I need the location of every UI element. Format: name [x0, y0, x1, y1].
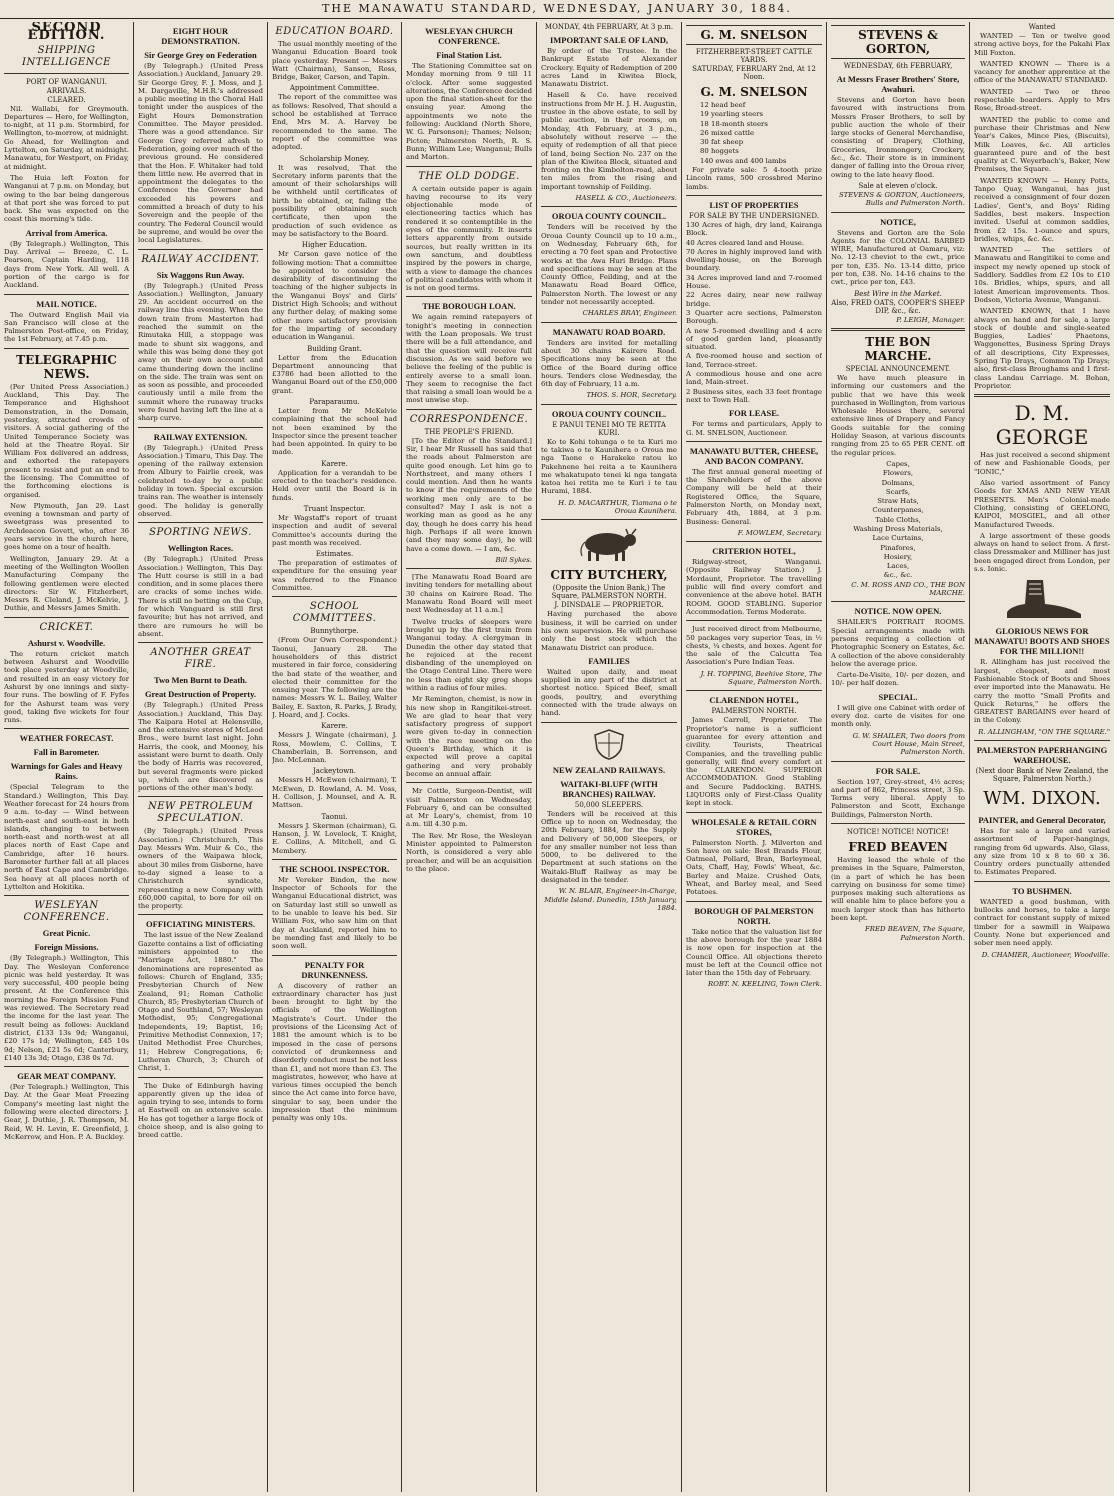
weather-text: (Special Telegram to the Standard.) Wellington, This Day. Weather forecast for 24 hours from 9 a.m. to-day — Wind between north-east and south-east in both islands, changing to between north-east and north-west at all places north of East Cape and Cambridge, after 16 hours. Barometer further fall at all places north of East Cape and Cambridge. Sea heavy at all places north of Lyttelton and Hokitika. [4, 783, 129, 891]
sand-note: Mr Remington, chemist, is now in his new shop in Rangitikei-street. We are glad to hear that very satisfactory progress of support were given to-day in connection with the race meeting on the Queen's Birthday, which it is expected will prove a capital gathering and very probably become an annual affair. [406, 695, 532, 778]
criterion-text: Ridgway-street, Wanganui. (Opposite Railway Station.) J. Mordaunt, Proprietor. The travelling public will find every comfort and convenience at the above hotel. BATH ROOM. GOOD STABLING. Superior Accommodation. Terms Moderate. [686, 558, 822, 616]
peoples-friend-heading: THE PEOPLE'S FRIEND. [424, 427, 514, 436]
peoples-friend-text: [To the Editor of the Standard.] Sir, I hear Mr Russell has said that the roads about Palmerston are quite good enough. Let him go to Northstreet, and many others I could mention. And then he wants to know if the requirements of the working men only are to be consulted? May I ask is not a working man as good as he any day, though he does carry his head high. Perhaps if all were known (and they may some day), he will have a come down. — I am, &c. [406, 436, 532, 553]
dm-george-text: Has just received a second shipment of new and Fashionable Goods, per "IONIC," [974, 451, 1110, 476]
bon-item: Washing Dress Materials, [853, 524, 943, 533]
bushmen-text: WANTED a good bushman, with bullocks and horses, to take a large contract for constant supply of mixed timber for a sawmill in Waipawa County. None but experienced and sober men need apply. [974, 897, 1110, 948]
railway-extension-heading: RAILWAY EXTENSION. [153, 431, 248, 442]
second-edition-heading: SECOND EDITION. [27, 22, 106, 44]
dm-george-text-3: A large assortment of these goods always on hand to select from. A first-class Dressmaker and Milliner has just been engaged direct from London, per s.s. Ionic. [974, 531, 1110, 574]
inspector-text: Mr Vereker Bindon, the new Inspector of Schools for the Wanganui Educational district, was on Saturday last still so unwell as to be unable to leave his bed. Sir William Fox, who saw him on that day at Auckland, reported him to be mending fast and likely to be soon well. [272, 875, 397, 951]
boots-heading: GLORIOUS NEWS FOR MANAWATU! BOOTS AND SHOES FOR THE MILLION!! [974, 626, 1110, 657]
jackeytown-subheading: Jackeytown. [313, 767, 356, 776]
hor-signature: THOS. S. HOR, Secretary. [586, 391, 677, 400]
beaven-heading: FRED BEAVEN [848, 840, 948, 854]
sleepers-note: Twelve trucks of sleepers were brought up by the first train from Wanganui today. A clergyman in Dunedin the other day stated that he rejoiced at the recent disbanding of the unemployed on the Otago Central Line. There were no less than eight sky grog shops within a radius of four miles. [406, 617, 532, 692]
topping-signature: J. H. TOPPING, Beehive Store, The Square, Palmerston North. [700, 669, 822, 687]
penalty-heading: PENALTY FOR DRUNKENNESS. [301, 959, 368, 980]
clarendon-text: James Carroll, Proprietor. The Proprietor's name is a sufficient guarantee for every attention and civility. Tourists, Theatrical Companies, and the travelling public generally, will find every comfort at the CLARENDON. SUPERIOR ACCOMMODATION. Good Stabling and Secure Paddocking. BATHS. LIQUORS only of First-Class Quality kept in stock. [686, 716, 822, 808]
property-item: 130 Acres of high, dry land, Kairanga Block. [686, 220, 822, 238]
butchery-heading: CITY BUTCHERY, [550, 568, 668, 583]
penalty-text: A discovery of rather an extraordinary character has just been brought to light by the officials of the Wellington Magistrate's Court. Under the provisions of the Licensing Act of 1881 the amount which is to be imposed in the case of persons convicted of drunkenness and disorderly conduct must be not less than £1, and not more than £3. The magistrates, however, who have at various times occupied the bench since the Act came into force have, singular to say, been under the impression that the minimum penalty was only 10s. [272, 981, 397, 1123]
railway-accident-text: (By Telegraph.) (United Press Association.) Wellington, January 29. An accident occurred on the railway line this evening. When the down train from Masterton had reached the summit on the Rimutaka Hill, a stoppage was made to shunt six waggons, and while this was being done they got away on their own account and came thundering down the incline on the side. The train was sent on as soon as possible, and proceeded cautiously until a mile from the summit where the runaway trucks were found having left the line at a sharp curve. [138, 281, 263, 423]
bon-item: Straw Hats, [877, 497, 919, 506]
railway-accident-subheading: Six Waggons Run Away. [156, 269, 245, 280]
stock-item: 140 ewes and 400 lambs [700, 156, 787, 165]
butter-company-heading: MANAWATU BUTTER, CHEESE, AND BACON COMPANY. [689, 445, 819, 466]
property-item: A five-roomed house and section of land, Terrace-street. [686, 352, 822, 369]
mowlem-signature: F. MOWLEM, Secretary. [737, 528, 822, 537]
fred-oats-text: Also, FRED OATS, COOPER'S SHEEP DIP, &c., &c. [831, 298, 965, 315]
dixon-text: Has for sale a large and varied assortment of Paper-hangings, ranging from 6d upwards. Also, Glass, any size from 10 x 8 to 60 x 36. Country orders punctually attended to. Estimates Prepared. [974, 827, 1110, 877]
borough-text: Take notice that the valuation list for the above borough for the year 1884 is now open for inspection at the Council Office. All objections thereto must be left at the Council office not later than the 15th day of February. [686, 927, 822, 978]
wesleyan-rev-note: The Rev. Mr Rose, the Wesleyan Minister appointed to Palmerston North, is considered a very able preacher, and will be an acquisition to the place. [406, 831, 532, 873]
sporting-heading: SPORTING NEWS. [149, 527, 252, 539]
for-sale-heading: FOR SALE. [875, 765, 921, 776]
karere-text: Application for a verandah to be erected to the teacher's residence. Held over until the Board is in funds. [272, 468, 397, 502]
criterion-heading: CRITERION HOTEL, [712, 546, 796, 557]
column-6 [686, 22, 822, 1490]
property-item: 40 Acres cleared land and House. [686, 238, 805, 247]
stock-item: 19 yearling steers [700, 110, 764, 119]
fire-text: (By Telegraph.) (United Press Association.) Auckland, This Day. The Kaipara Hotel at Helensville, and the extensive stores of McLeod Bros., were burnt last night. John Harris, the cook, and Mooney, his assistant were burnt to death. Only the body of Harris was recovered, but several fragments were picked up, which are discovered as portions of the other man's body. [138, 701, 263, 793]
bon-item: Laces, [886, 562, 910, 571]
estimates-subheading: Estimates. [315, 550, 354, 559]
borough-loan-heading: THE BOROUGH LOAN. [422, 301, 516, 312]
snelson-stock-list [686, 101, 822, 165]
fire-subheading: Two Men Burnt to Death. [153, 675, 248, 686]
notice-heading: NOTICE, [880, 216, 916, 227]
farm-text: Letter from Mr McKelvie complaining that the school had not been examined by the Inspector since the present teacher had been appointed. In quiry to be made. [272, 406, 397, 457]
paperhanging-subheading: (Next door Bank of New Zealand, the Square, Palmerston North.) [975, 767, 1109, 783]
leigh-signature: P. LEIGH, Manager. [896, 315, 965, 324]
shipping-heading: SHIPPING INTELLIGENCE [22, 44, 111, 68]
borough-loan-text: We again remind ratepayers of tonight's meeting in connection with the Loan proposals. We trust there will be a full attendance, and that the question will receive full discussion. As we said before we believe the feeling of the public is entirely averse to a small loan. They seem to recognise the fact that raising a small loan would be a most unwise step. [406, 313, 532, 405]
masthead: THE MANAWATU STANDARD, WEDNESDAY, JANUARY 30, 1884. [0, 0, 1114, 19]
for-sale-text: Section 197, Grey-street, 4½ acres; and part of 862, Princess street, 3 Sp. Terms very liberal. Apply to Palmerston and Scott, Exchange Buildings, Palmerston North. [831, 777, 965, 819]
arrival-text: (By Telegraph.) Wellington, This Day. Arrival — Breeze, C. L. Pearson, Captain Harding, 118 days from New York. All well. A portion of the cargo is for Auckland. [4, 239, 129, 290]
cricket-subheading: Ashurst v. Woodville. [27, 637, 106, 648]
taonui-subheading: Taonui. [321, 812, 348, 821]
bon-item: Scarfs, [885, 487, 911, 496]
scholarship-text: It was resolved, That the Secretary inform parents that the amount of their scholarships will be withheld until certificates of birth be obtained, or, failing the possibility of obtaining such certificate, then upon the production of such evidence as may be satisfactory to the Board. [272, 163, 397, 238]
private-sale-text: For private sale: 5 4-tooth prize Lincoln rams, 500 crossbred Merino lambs. [686, 166, 822, 191]
snelson-subheading: FITZHERBERT-STREET CATTLE YARDS. [695, 48, 813, 64]
eight-hour-heading: EIGHT HOUR DEMONSTRATION. [161, 26, 240, 46]
corn-stores-heading: WHOLESALE & RETAIL CORN STORES, [691, 816, 817, 837]
truant-subheading: Truant Inspector. [303, 504, 366, 513]
wanted-ad: WANTED — Two or three respectable boarders. Apply to Mrs Rose, Broad-street. [974, 87, 1110, 113]
federation-subheading: Sir George Grey on Federation [144, 50, 257, 60]
stevens-gorton-subheading: At Messrs Fraser Brothers' Store, Awahuri. [836, 74, 960, 94]
land-sale-text: By order of the Trustee. In the Bankrupt Estate of Alexander Crockery. Equity of Redemption of 200 acres Land in Kiwitea Block, Manawatu District. [541, 47, 677, 89]
missions-subheading: Foreign Missions. [34, 942, 99, 953]
barbed-wire-text: Stevens and Gorton are the Sole Agents for the COLONIAL BARBED WIRE, Manufactured at Oamaru, viz: No. 12-13 cheviot to the cwt., price per ton, £35. No. 13-14 ditto, price per ton, £38. No. 14-16 chains to the cwt., price per ton, £43. [831, 228, 965, 287]
allingham-signature: R. ALLINGHAM, "ON THE SQUARE." [978, 727, 1110, 736]
property-item: 34 Acres improved land and 7-roomed House. [686, 273, 822, 291]
karere-subheading: Karere. [321, 459, 348, 468]
dinsdale-proprietor: J. DINSDALE — PROPRIETOR. [554, 601, 664, 610]
butchery-subheading: (Opposite the Union Bank,) The Square, PALMERSTON NORTH. [551, 584, 667, 601]
bon-item: Table Cloths, [875, 515, 921, 524]
truant-text: Mr Wagstaff's report of truant inspection and audit of several Committee's accounts during the past month was received. [272, 513, 397, 547]
boots-text: R. Allingham has just received the largest, cheapest, and most Fashionable Stock of Boots and Shoes ever imported into the Manawatu. He carry the motto "Small Profits and Quick Returns," he offers the GREATEST BARGAINS ever heard of in the Colony. [974, 658, 1110, 725]
stevens-gorton-date: WEDNESDAY, 6th FEBRUARY, [843, 62, 953, 70]
cricket-text: The return cricket match between Ashurst and Woodville took place yesterday at Woodville, and resulted in an easy victory for Ashurst by one innings and sixty-four runs. The bowling of F. Fyfes for the Ashurst team was very good, taking five wickets for four runs. [4, 649, 129, 725]
shipping-text: Nil. Wallabi, for Greymouth. Departures — Hero, for Wellington, to-night, at 11 p.m. Stormbird, for Wellington, to-morrow, at midnight. Go Ahead, for Wellington and Lyttelton, on Saturday, at midnight. Manawatu, for Westport, on Friday, at midnight. [4, 104, 129, 171]
old-dodge-text: A certain outside paper is again having recourse to its very objectionable mode of electioneering tactics which has rendered it so contemptible in the eyes of the community. It inserts letters apparently from outside sources, but really written in its own sanctum, and doubtless inspired by the powers in charge, with a view to damage the chances of political candidates with whom it is not on good terms. [406, 184, 532, 293]
special-heading: SPECIAL. [878, 691, 918, 702]
bray-signature: CHARLES BRAY, Engineer. [582, 309, 677, 318]
bon-marche-signature: C. M. ROSS AND CO., THE BON MARCHE. [851, 580, 965, 598]
karere2-subheading: Karere. [321, 722, 348, 731]
bunnythorpe-text: (From Our Own Correspondent.) Taonui, January 28. The householders of this district mustered in fair force, considering the bad state of the weather, and elected their committee for the ensuing year. The following are the names: Messrs W. L. Bailey, Walter Bailey, E. Saxton, R. Parks, J. Brady, J. Hoard, and J. Cocks. [272, 636, 397, 719]
weather-heading: WEATHER FORECAST. [19, 733, 114, 744]
bon-item: Dolmans, [881, 478, 915, 487]
clarendon-subheading: PALMERSTON NORTH. [711, 707, 797, 716]
peoples-friend-signature: Bill Sykes. [495, 555, 532, 564]
dixon-subheading: PAINTER, and General Decorator, [978, 815, 1106, 825]
snelson-date: SATURDAY, FEBRUARY 2nd, At 12 Noon. [692, 65, 816, 81]
building-text: Letter from the Education Department announcing that £3786 had been allotted to the Wanganui Board out of the £50,000 grant. [272, 353, 397, 395]
carte-text: Carte-De-Visite, 10/- per dozen, and 10/- per half dozen. [831, 671, 965, 688]
building-subheading: Building Grant. [307, 344, 362, 353]
bon-marche-list [831, 460, 965, 580]
port-heading: PORT OF WANGANUI. [26, 77, 107, 86]
wesleyan-text: (By Telegraph.) Wellington, This Day. The Wesleyan Conference picnic was held yesterday. It was very successful, 400 people being present. At the Conference this morning the Foreign Mission Fund was reviewed. The Secretary read the income for the last year. The result being as follows: Auckland district, £133 13s 9d; Wanganui, £20 17s 1d; Wellington, £45 10s 9d; Nelson, £21 5s 6d; Canterbury, £140 13s 3d; Otago, £38 0s 7d. [4, 954, 129, 1062]
bon-item: Lace Curtains, [872, 534, 924, 543]
corn-stores-text: Palmerston North. J. Milverton and Son have on sale: Best Brands Flour, Oatmeal, Pollard, Bran, Barleymeal, Oats, Chaff, Hay, Fowls' Wheat, &c. Barley and Maize. Crushed Oats, Wheat, and Barley meal, and Seed Potatoes. [686, 838, 822, 897]
arrival-heading: Arrival from America. [25, 227, 108, 238]
boot-illustration-icon [997, 576, 1087, 622]
mail-text: The Outward English Mail via San Francisco will close at the Palmerston Post-office, on Friday, the 1st February, at 7.45 p.m. [4, 310, 129, 344]
oroua-maori-heading: OROUA COUNTY COUNCIL. [551, 408, 667, 419]
road-board-heading: MANAWATU ROAD BOARD. [552, 326, 666, 337]
oroua-maori-subheading: E PANUI TENEI MO TE RETITA KURI. [552, 420, 666, 437]
appointment-subheading: Appointment Committee. [289, 84, 380, 93]
column-5 [541, 22, 677, 1490]
education-heading: EDUCATION BOARD. [275, 26, 394, 37]
wanted-heading: Wanted [1028, 23, 1056, 31]
land-sale-heading: IMPORTANT SALE OF LAND, [549, 35, 669, 45]
wanted-ad: WANTED — The settlers of Manawatu and Rangitikei to come and inspect my newly opened up stock of Saddlery. Saddles from £2 10s to £10 10s. Bridles, whips, spurs, and all latest American improvements. Thos. Dodson, Victoria Avenue, Wanganui. [974, 246, 1110, 304]
properties-heading: LIST OF PROPERTIES [709, 199, 799, 210]
railways-heading: NEW ZEALAND RAILWAYS. [552, 764, 666, 775]
stevens-gorton-text: Stevens and Gorton have been favoured with instructions from Messrs Fraser Brothers, to sell by public auction the whole of their large stocks of General Merchandise, consisting of Drapery, Clothing, Groceries, Ironmongery, Crockery, &c., &c. Their store is in imminent danger of falling into the Oroua river, owing to the late heavy flood. [831, 96, 965, 179]
bull-illustration-icon [574, 524, 644, 564]
hasell-text: Hasell & Co. have received instructions from Mr H. J. H. Augustin, trustee in the above estate, to sell by public auction, in their rooms, on Monday, 4th February, at 3 p.m., absolutely without reserve — the equity of redemption of all that piece of land, being Section No. 237 on the plan of the Kiwitea Block, situated and fronting on the Kimbolton-road, about ten miles from the rising and important township of Feilding. [541, 91, 677, 191]
dixon-heading: WM. DIXON. [983, 788, 1101, 809]
bon-item: Capes, [886, 459, 910, 468]
column-4 [406, 22, 532, 1490]
warnings-heading: Warnings for Gales and Heavy Rains. [10, 761, 123, 782]
clarendon-heading: CLARENDON HOTEL, [709, 695, 799, 706]
jackeytown-text: Messrs H. McEwen (chairman), T. McEwen, D. Rowland, A. M. Voss, H. Collison, J. Mounsel, and A. R. Mattson. [272, 776, 397, 810]
families-heading: FAMILIES [588, 655, 630, 666]
properties-list [686, 221, 822, 404]
stock-item: 80 hoggets [700, 147, 739, 156]
shailer-signature: G. W. SHAILER, Two doors from Court House, Main Street, Palmerston North. [852, 731, 965, 757]
bon-item: Flowers, [882, 469, 914, 478]
special-announcement: SPECIAL ANNOUNCEMENT. [845, 364, 951, 373]
chamier-signature: D. CHAMIER, Auctioneer, Woodville. [981, 950, 1110, 959]
property-item: 3 Quarter acre sections, Palmerston Borough. [686, 308, 822, 326]
wanted-ad: WANTED KNOWN, that I have always on hand and for sale, a large stock of double and single-seated Buggies, Ladies' Phaetons, Waggonettes, Business Spring Drays of all descriptions, City Expresses, Spring Tip Drays, Common Tip Drays; also, first-class Broughams and 1 first-class Landau Carriage. M. Bohan, Proprietor. [974, 307, 1110, 390]
railway-accident-heading: RAILWAY ACCIDENT. [141, 253, 260, 265]
cottle-notice: Mr Cottle, Surgeon-Dentist, will visit Palmerston on Wednesday, February 6, and can be consulted at Mr Leary's, chemist, from 10 a.m. till 4.30 p.m. [406, 787, 532, 829]
hasell-signature: HASELL & CO., Auctioneers. [575, 194, 677, 203]
picnic-subheading: Great Picnic. [42, 928, 91, 939]
bon-item: Counterpanes, [872, 506, 924, 515]
property-item: 22 Acres dairy, near new railway bridge. [686, 291, 822, 308]
stevens-gorton-heading: STEVENS & GORTON, [831, 25, 965, 59]
station-list-subheading: Final Station List. [436, 50, 502, 60]
blair-signature: W. N. BLAIR, Engineer-in-Charge, Middle Island. Dunedin, 15th January, 1884. [544, 887, 677, 912]
bunnythorpe-subheading: Bunnythorpe. [310, 627, 359, 636]
wire-tagline: Best Wire in the Market. [854, 289, 942, 298]
properties-subheading: FOR SALE BY THE UNDERSIGNED. [689, 211, 819, 220]
butchery-text: Having purchased the above business, it will be carried on under his own supervision. He will purchase only the best stock which the Manawatu District can produce. [541, 610, 677, 652]
telegraphic-heading: TELEGRAPHIC NEWS. [16, 352, 117, 381]
snelson-big-name: G. M. SNELSON [700, 85, 808, 99]
oroua-council-heading: OROUA COUNTY COUNCIL. [551, 211, 667, 222]
macarthur-signature: H. D. MACARTHUR, Tiamana o te Oroua Kaunihera. [558, 498, 677, 516]
bon-marche-text: We have much pleasure in informing our customers and the public that we have this week purchased in Wellington, from various Wholesale Houses there, several extensive lines of Drapery and Fancy Goods suitable for the coming Holiday Season, at various discounts ranging from 25 to 65 PER CENT. off the regular prices. [831, 373, 965, 457]
taonui-text: Messrs J. Skerman (chairman), G. Hanson, J. W. Lovelock, T. Knight, E. Collins, A. Mitchell, and G. Membery. [272, 821, 397, 855]
property-item: A commodious house and one acre land, Main-street. [686, 370, 822, 387]
cricket-heading: CRICKET. [39, 621, 94, 633]
dm-george-heading: D. M. GEORGE [995, 401, 1089, 450]
bon-item: &c., &c. [883, 571, 913, 580]
column-3 [272, 22, 397, 1490]
races-text: (By Telegraph.) (United Press Association.) Wellington, This Day. The Hutt course is still in a bad condition, and in some places there are cracks of some inches wide. There is still no betting on the Cup, for which Vanguard is still first favourite; but has not arrived, and there are rumours he will be absent. [138, 555, 263, 638]
tea-text: Just received direct from Melbourne, 50 packages very superior Teas, in ½ chests, ¼ chests, and boxes. Agent for the sale of the Calcutta Tea Association's Pure Indian Teas. [686, 625, 822, 667]
dm-george-text-2: Also varied assortment of Fancy Goods for XMAS AND NEW YEAR PRESENTS. Men's Colonial-made Clothing, consisting of GEELONG, KAIPOI, MOSGIEL, and all other Manufactured Tweeds. [974, 479, 1110, 529]
wesleyan-church-heading: WESLEYAN CHURCH CONFERENCE. [425, 26, 513, 46]
bon-item: Pinafores, [880, 543, 916, 552]
butter-company-text: The first annual general meeting of the Shareholders of the above Company will be held at their Registered Office, the Square, Palmerston North, on Monday next, February 4th, 1884, at 3 p.m. Business: General. [686, 467, 822, 526]
property-item: A new 5-roomed dwelling and 4 acre of good garden land, pleasantly situated. [686, 326, 822, 352]
shailer-text: SHAILER'S PORTRAIT ROOMS. Special arrangements made with persons requiring a collection of Photographic Scenery on Estates, &c. A collection of the above considerably below the average price. [831, 618, 965, 668]
old-dodge-heading: THE OLD DODGE. [418, 170, 520, 182]
lease-text: For terms and particulars, Apply to G. M. SNELSON, Auctioneer. [686, 420, 822, 437]
weather-subheading: Fall in Barometer. [33, 747, 100, 758]
duke-text: The Duke of Edinburgh having apparently given up the idea of again trying to see, intends to form at Eastwell on an extensive scale. He has got together a large flock of choice sheep, and is also going to breed cattle. [138, 1081, 263, 1140]
beaven-text: Having leased the whole of the premises in the Square, Palmerston, (in a part of which he has been carrying on business for some time) purposes making such alterations as will enable him to place before you a much larger stock than has hitherto been kept. [831, 856, 965, 923]
wanted-ad: WANTED — Ten or twelve good strong active boys, for the Pakahi Flax Mill Foxton. [974, 32, 1110, 57]
railways-text: Tenders will be received at this Office up to noon on Wednesday, the 20th February, 1884, for the Supply and Delivery of 50,000 Sleepers, or for any smaller number not less than 5000, to be delivered to the Department at such stations on the Waitaki-Bluff Railway as may be designated in the tender. [541, 809, 677, 884]
higher-text: Mr Carson gave notice of the following motion: That a committee be appointed to consider the desirability of discontinuing the teaching of the higher subjects in the Wanganui Boys' and Girls' District High Schools; and without any further delay, of making some other more satisfactory provision for the imparting of secondary education in Wanganui. [272, 250, 397, 342]
column-1 [4, 22, 129, 1490]
tenders-note: [The Manawatu Road Board are inviting tenders for metalling about 30 chains on Kairere Road. The Manawatu Road Board will meet next Wednesday at 11 a.m.] [406, 573, 532, 615]
stock-item: 26 mixed cattle [700, 128, 755, 137]
bon-item: Hosiery, [883, 552, 913, 561]
cleared-label: CLEARED. [47, 95, 86, 104]
monday-date: MONDAY, 4th FEBRUARY, At 3 p.m. [544, 23, 674, 31]
wanted-ad: WANTED KNOWN — Henry Potts, Tanpo Quay, Wanganui, has just received a consignment of four dozen Ladies', Gent's, and Boys' Riding Saddles, best makers. Inspection invited. Useful at common saddles, from £2 15s. 1-ounce and spurs, bridles, whips, &c. &c. [974, 176, 1110, 243]
plymouth-text: New Plymouth, Jan 29. Last evening a townsman and party of sweetgrass was presented to Archdeacon Govett, who, after 36 years service in the church here, goes home on a tour of health. [4, 501, 129, 552]
lease-heading: FOR LEASE. [728, 408, 780, 419]
sale-time: Sale at eleven o'clock. [858, 181, 938, 190]
stock-item: 12 head beef [700, 101, 746, 109]
estimates-text: The preparation of estimates of expenditure for the ensuing year was referred to the Finance Committee. [272, 559, 397, 593]
school-committees-heading: SCHOOL COMMITTEES. [292, 601, 377, 625]
education-text: The usual monthly meeting of the Wanganui Education Board took place yesterday. Present — Messrs Watt (Chairman), Sanson, Ross, Bridge, Baker, Carson, and Tapin. [272, 40, 397, 82]
families-text: Waited upon daily, and meat supplied in any part of the district at shortest notice. Spiced Beef, small goods, poultry, and everything connected with the trade always on hand. [541, 667, 677, 718]
karere2-text: Messrs J. Wingate (chairman), J. Ross, Mowlem, C. Collins, T. Chamberlain, B. Sorrenson, and Jno. McLennan. [272, 731, 397, 765]
snelson-heading: G. M. SNELSON [686, 25, 822, 45]
column-7 [831, 22, 965, 1490]
waitaki-bluff-heading: WAITAKI-BLUFF (WITH BRANCHES) RAILWAY. [560, 778, 658, 799]
borough-heading: BOROUGH OF PALMERSTON NORTH. [694, 905, 814, 926]
railway-extension-text: (By Telegraph.) (United Press Association.) Timaru, This Day. The opening of the railway extension from Albury to Fairlie creek, was celebrated to-day by a public holiday in town. Special excursion trains ran. The weather is intensely good. The holiday is generally observed. [138, 443, 263, 518]
oroua-maori-text: Ko te Kohi tohunga o te ta Kuri mo te takiwa o te Kaunihera o Oroua me nga Taone o Harakeke ratou ko Pakehnene hei reita a te Kaunihera me whakatupato tenei ki nga tangata katoa hei retita mo te Kuri i te tau Hurami, 1884. [541, 437, 677, 496]
mail-heading: MAIL NOTICE. [36, 298, 97, 309]
column-8 [974, 22, 1110, 1490]
stock-item: 18 18-month steers [700, 119, 768, 128]
arrivals-label: ARRIVALS. [46, 86, 87, 95]
petroleum-text: (By Telegraph.) (United Press Association.) Christchurch, This Day. Messrs Wm. Muir & Co., the owners of the Waipawa block, about 30 miles from Gisborne, have to-day signed a lease to a Christchurch syndicate, representing a new Company with £60,000 capital, to bore for oil on the property. [138, 827, 263, 911]
bon-marche-heading: THE BON MARCHE. [864, 334, 932, 363]
wanted-ad: WANTED the public to come and purchase their Christmas and New Year's Cakes, Mince Pies, (Biscuits), Milk Loaves, &c. All articles guaranteed pure and of the best quality at C. Weyerbach's, Baker, New Premises, the Square. [974, 115, 1110, 174]
officiating-heading: OFFICIATING MINISTERS. [146, 919, 255, 930]
bushmen-heading: TO BUSHMEN. [1012, 885, 1072, 896]
property-item: 2 Business sites, each 33 feet frontage next to Town Hall. [686, 387, 822, 404]
property-item: 70 Acres in highly improved land with dwelling-house, on the Borough boundary. [686, 247, 822, 273]
wesleyan-heading: WESLEYAN CONFERENCE. [23, 900, 110, 924]
paperhanging-heading: PALMERSTON PAPERHANGING WAREHOUSE. [976, 745, 1108, 765]
beaven-signature: FRED BEAVEN, The Square, Palmerston North. [865, 925, 965, 942]
correspondence-heading: CORRESPONDENCE. [409, 413, 529, 425]
fire-subheading-2: Great Destruction of Property. [144, 689, 257, 700]
special-text: I will give one Cabinet with order of every doz. carte de visites for one month only. [831, 703, 965, 729]
huia-text: The Huia left Foxton for Wanganui at 7 p.m. on Monday, but owing to the bar being dangerous at that port she was forced to put back. She was expected on the coast this morning's tide. [4, 173, 129, 224]
wesleyan-church-text: The Stationing Committee sat on Monday morning from 9 till 11 o'clock. After some suggested alterations, the Conference decided upon the final station-sheet for the ensuing year. Among the appointments we note the following: Auckland (North Shore, W. G. Parsonson); Thames; Nelson; Picton; Palmerston North, R. S. Bunn; William Lee; Wanganui; Bulls and Marton. [406, 62, 532, 162]
inspector-heading: THE SCHOOL INSPECTOR. [279, 863, 390, 874]
coat-of-arms-icon [589, 727, 629, 761]
fire-heading: ANOTHER GREAT FIRE. [150, 647, 251, 671]
column-2 [138, 22, 263, 1490]
stevens-gorton-signature: STEVENS & GORTON, Auctioneers, Bulls and Palmerston North. [838, 190, 965, 208]
wanted-ad: WANTED KNOWN — There is a vacancy for another apprentice at the office of the MANAWATU STANDARD. [974, 59, 1110, 85]
road-board-text: Tenders are invited for metalling about 30 chains Kairere Road. Specifications may be seen at the Office of the Board during office hours. Tenders close Wednesday, the 6th day of February, 11 a.m. [541, 338, 677, 389]
petroleum-heading: NEW PETROLEUM SPECULATION. [147, 801, 254, 825]
sleepers-heading: 50,000 SLEEPERS. [574, 800, 644, 809]
races-subheading: Wellington Races. [167, 543, 234, 554]
appointment-text: The report of the committee was as follows: Resolved, That should a school be established at Terrace End, Mrs M. A. Harvey be recommended to the same. The report of the committee was adopted. [272, 93, 397, 152]
beaven-notice: NOTICE! NOTICE! NOTICE! [846, 828, 950, 836]
telegraphic-text: (Per United Press Association.) Auckland, This Day. The Temperance and Highshoot Demonstration, in the Domain, yesterday, attracted crowds of visitors. A social gathering of the United Temperance Society was held at the Theatre Royal. Sir William Fox delivered an address, and exhorted the ratepayers present to resist and put an end to the licensing. The Committee of the forthcoming elections is organised. [4, 382, 129, 499]
gear-text: (Per Telegraph.) Wellington, This Day. At the Gear Meat Freezing Company's meeting last night the following were elected directors: J. Gear, J. Duthie, J. R. Thompson, M. Reid, W. H. Levin, E. Greenfield, J. McKerrow, and Hon. P. A. Buckley. [4, 1083, 129, 1141]
stock-item: 30 fat sheep [700, 138, 744, 147]
officiating-text: The last issue of the New Zealand Gazette contains a list of officiating ministers appointed to the "Marriage Act, 1880." The denominations are represented as follows: Church of England, 335; Presbyterian Church of New Zealand, 91; Roman Catholic Church, 85; Presbyterian Church of Otago and Southland, 57; Wesleyan Methodist, 95; Congregational Independents, 19; Baptist, 16; Primitive Methodist Connexion, 17; United Methodist Free Churches, 11; Hebrew Congregations, 6; Lutheran Church, 3; Church of Christ, 1. [138, 931, 263, 1073]
farm-subheading: Paraparaumu. [309, 397, 360, 406]
now-open-heading: NOTICE. NOW OPEN. [854, 606, 942, 617]
eight-hour-text: (By Telegraph.) (United Press Association.) Auckland, January 29. Sir George Grey, F. J. Moss, and J. M. Dargaville, M.H.R.'s addressed a public meeting in the Choral Hall tonight under the auspices of the Eight Hours Demonstration Committee. The Mayor presided. There was a good attendance. Sir George Grey referred afresh to Federation, going over much of the previous ground. He considered that the Hon. F. Whitaker had told them little new. He averred that in appointment the delegates to the Conference the Governor had exceeded his powers and committed a breach of duty to his Sovereign and the people of the country. The Federal Council would be supreme, and would be over the local Legislatures. [138, 62, 263, 245]
woollen-text: Wellington, January 29. At a meeting of the Wellington Woollen Manufacturing Company the following gentlemen were elected directors: Sir W. Fitzherbert, Messrs R. Cleland, J. McKelvie, J. Duthie, and Messrs James Smith. [4, 554, 129, 613]
oroua-council-text: Tenders will be received by the Oroua County Council up to 10 a.m., on Wednesday, February 6th, for erecting a 70 feet span and Protective works at the Awa Huri Bridge. Plans and specifications may be seen at the County Office, Feilding, and at the Manawatu Road Board Office, Palmerston North. The lowest or any tender not necessarily accepted. [541, 223, 677, 307]
gear-heading: GEAR MEAT COMPANY. [17, 1071, 116, 1082]
keeling-signature: ROBT. N. KEELING, Town Clerk. [708, 980, 822, 989]
higher-subheading: Higher Education. [301, 241, 368, 250]
scholarship-subheading: Scholarship Money. [299, 154, 370, 163]
